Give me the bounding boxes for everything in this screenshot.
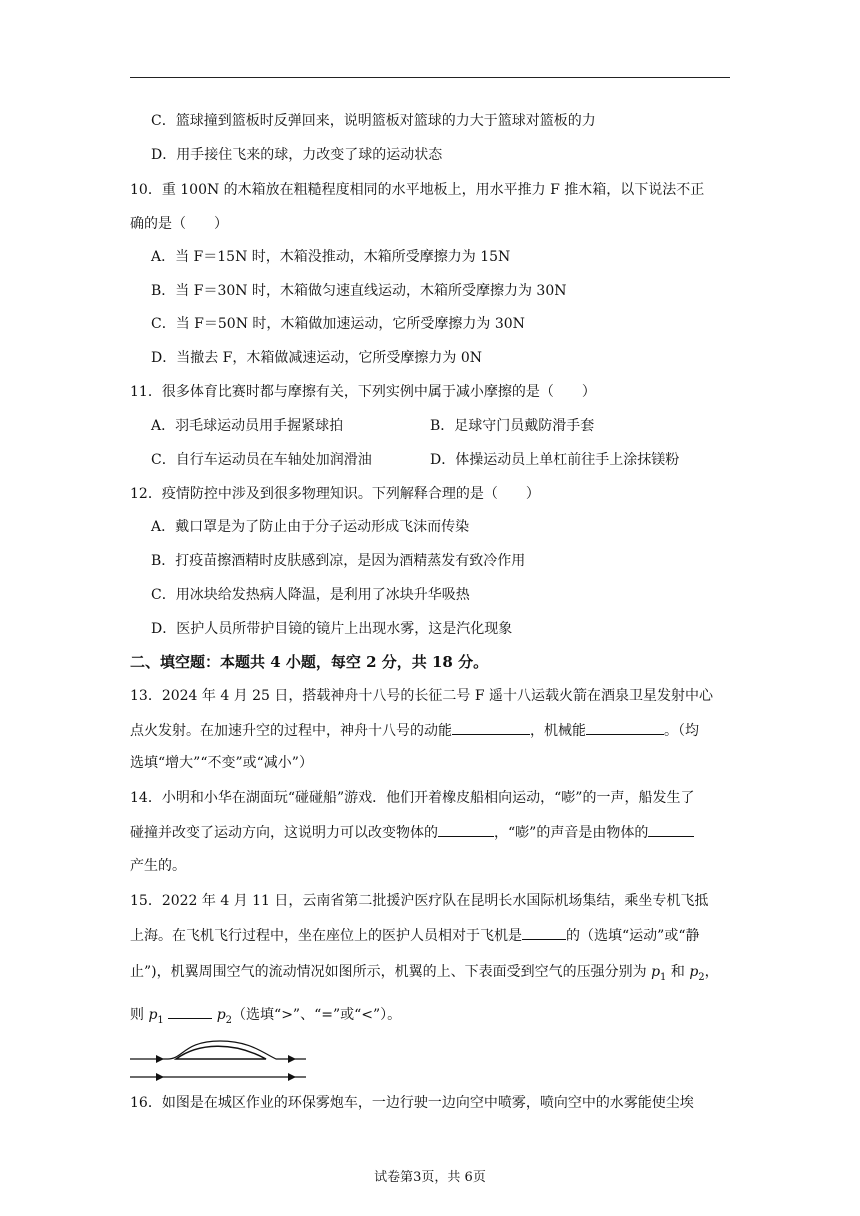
p2-symbol: p <box>689 964 699 980</box>
q10-option-b: B．当 F＝30N 时，木箱做匀速直线运动，木箱所受摩擦力为 30N <box>151 283 567 299</box>
q15-stem-line3: 止”)，机翼周围空气的流动情况如图所示，机翼的上、下表面受到空气的压强分别为 $p_1$ 和 $p_2$， <box>130 964 719 983</box>
q10-option-d: D．当撤去 F，木箱做减速运动，它所受摩擦力为 0N <box>151 350 482 366</box>
q11-option-c: C．自行车运动员在车轴处加润滑油 <box>151 452 372 468</box>
q16-stem-line1: 16．如图是在城区作业的环保雾炮车，一边行驶一边向空中喷雾，喷向空中的水雾能使尘埃 <box>130 1095 694 1111</box>
q11-option-b: B．足球守门员戴防滑手套 <box>430 418 595 434</box>
q9-option-d: D．用手接住飞来的球，力改变了球的运动状态 <box>151 147 443 163</box>
q12-option-b: B．打疫苗擦酒精时皮肤感到凉，是因为酒精蒸发有致冷作用 <box>151 553 526 569</box>
q13-blank-mechanical-energy[interactable] <box>586 720 664 735</box>
q10-stem-line2: 确的是（ ） <box>130 216 228 232</box>
q15-stem-line1: 15．2022 年 4 月 11 日，云南省第二批援沪医疗队在昆明长水国际机场集结，乘坐专机飞抵 <box>130 893 709 909</box>
section-heading-fill-in: 二、填空题：本题共 4 小题，每空 2 分，共 18 分。 <box>130 653 489 671</box>
q15-blank-relative-motion[interactable] <box>522 925 566 940</box>
page-footer: 试卷第3页，共 6页 <box>374 1170 486 1185</box>
q14-stem-line2: 碰撞并改变了运动方向，这说明力可以改变物体的 ，“嘭”的声音是由物体的 <box>130 822 694 843</box>
q11-option-a: A．羽毛球运动员用手握紧球拍 <box>151 418 344 434</box>
q10-option-c: C．当 F＝50N 时，木箱做加速运动，它所受摩擦力为 30N <box>151 316 525 332</box>
q15-stem-line2: 上海。在飞机飞行过程中，坐在座位上的医护人员相对于飞机是 的（选填“运动”或“静 <box>130 925 699 946</box>
q12-option-a: A．戴口罩是为了防止由于分子运动形成飞沫而传染 <box>151 519 470 535</box>
q14-blank-motion-state[interactable] <box>438 822 494 837</box>
q15-blank-pressure-compare[interactable] <box>168 1004 212 1019</box>
arrow-icon <box>156 1073 164 1081</box>
arrow-icon <box>288 1055 296 1063</box>
q12-option-d: D．医护人员所带护目镜的镜片上出现水雾，这是汽化现象 <box>151 621 513 637</box>
q9-option-c: C．篮球撞到篮板时反弹回来，说明篮板对篮球的力大于篮球对篮板的力 <box>151 113 596 129</box>
q11-option-d: D．体操运动员上单杠前往手上涂抹镁粉 <box>430 452 680 468</box>
q14-blank-vibration[interactable] <box>648 822 694 837</box>
q14-stem-line1: 14．小明和小华在湖面玩“碰碰船”游戏．他们开着橡皮船相向运动，“嘭”的一声，船发生了 <box>130 790 695 806</box>
p2-symbol: p <box>216 1007 226 1023</box>
q11-stem: 11．很多体育比赛时都与摩擦有关，下列实例中属于减小摩擦的是（ ） <box>130 384 596 400</box>
p1-symbol: p <box>651 964 661 980</box>
q15-stem-line4: 则 $p_1$ $p_2$（选填“>”、“=”或“<”）。 <box>130 1004 401 1031</box>
q13-stem-line3: 选填“增大”“不变”或“减小”） <box>130 755 313 771</box>
q13-stem-line2: 点火发射。在加速升空的过程中，神舟十八号的动能 ，机械能 。（均 <box>130 720 699 741</box>
q10-option-a: A．当 F＝15N 时，木箱没推动，木箱所受摩擦力为 15N <box>151 249 511 265</box>
q12-option-c: C．用冰块给发热病人降温，是利用了冰块升华吸热 <box>151 587 470 603</box>
q13-stem-line1: 13．2024 年 4 月 25 日，搭载神舟十八号的长征二号 F 遥十八运载火箭在酒泉卫星发射中心 <box>130 688 714 704</box>
arrow-icon <box>156 1055 164 1063</box>
arrow-icon <box>288 1073 296 1081</box>
wing-airflow-diagram <box>128 1035 308 1087</box>
q14-stem-line3: 产生的。 <box>130 858 186 874</box>
header-rule <box>130 77 730 78</box>
q12-stem: 12．疫情防控中涉及到很多物理知识。下列解释合理的是（ ） <box>130 486 540 502</box>
p1-symbol: p <box>148 1007 158 1023</box>
q10-stem-line1: 10．重 100N 的木箱放在粗糙程度相同的水平地板上，用水平推力 F 推木箱，以下说法不正 <box>130 182 705 198</box>
q13-blank-kinetic-energy[interactable] <box>452 720 530 735</box>
